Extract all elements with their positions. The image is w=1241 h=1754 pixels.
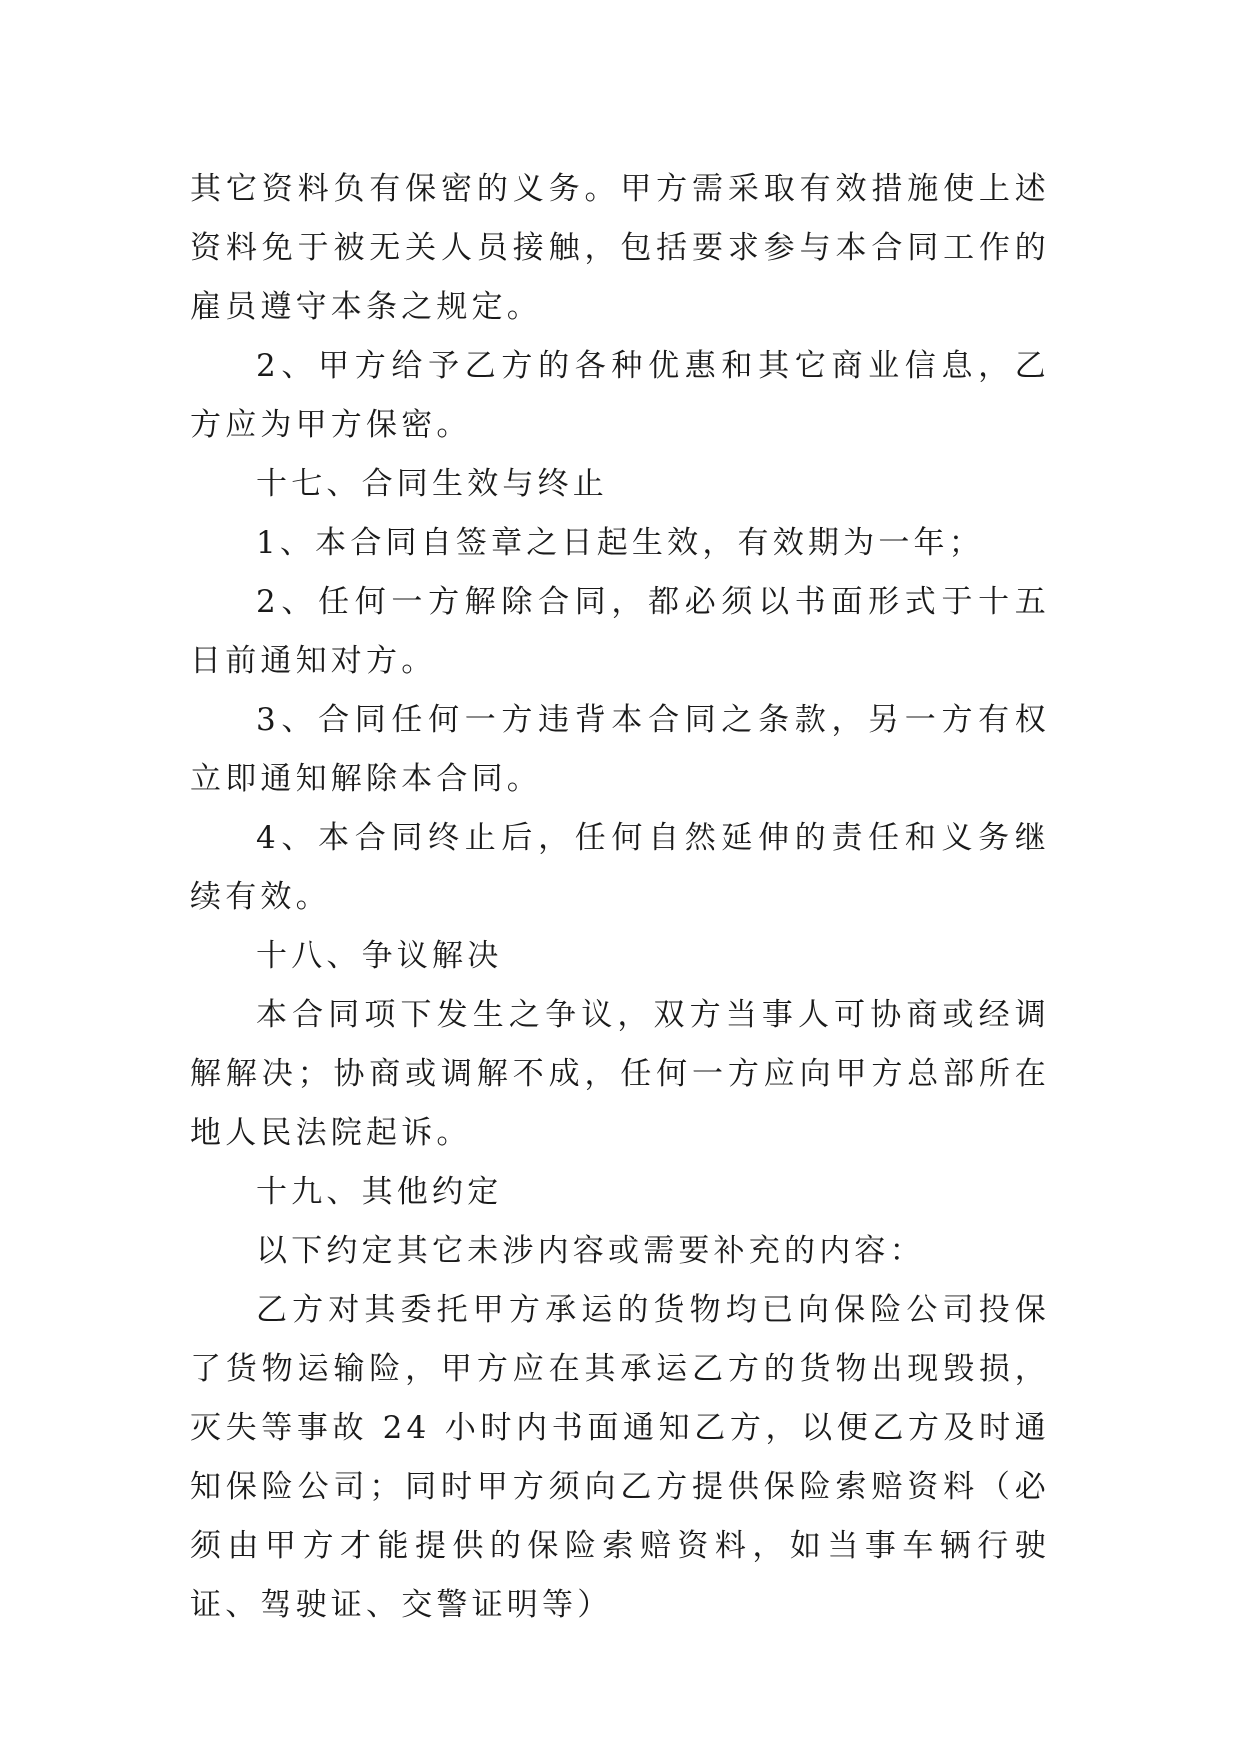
paragraph-confidentiality-continued: 其它资料负有保密的义务。甲方需采取有效措施使上述资料免于被无关人员接触，包括要求参与本合同工作的雇员遵守本条之规定。 (190, 171, 1050, 325)
paragraph-18-dispute: 本合同项下发生之争议，双方当事人可协商或经调解解决；协商或调解不成，任何一方应向甲方总部所在地人民法院起诉。 (190, 997, 1050, 1151)
section-heading-18: 十八、争议解决 (256, 938, 503, 974)
document-body (190, 160, 1050, 1635)
paragraph-19-intro: 以下约定其它未涉内容或需要补充的内容： (256, 1233, 925, 1269)
paragraph-19-insurance: 乙方对其委托甲方承运的货物均已向保险公司投保了货物运输险，甲方应在其承运乙方的货物出现毁损，灭失等事故 24 小时内书面通知乙方，以便乙方及时通知保险公司；同时甲方须向乙方提供保险索赔资料（必须由甲方才能提供的保险索赔资料，如当事车辆行驶证、驾驶证、交警证明等） (190, 1292, 1050, 1623)
paragraph-clause-2-confidential-info: 2、甲方给予乙方的各种优惠和其它商业信息，乙方应为甲方保密。 (190, 348, 1050, 443)
paragraph-17-3: 3、合同任何一方违背本合同之条款，另一方有权立即通知解除本合同。 (190, 702, 1050, 797)
paragraph-17-4: 4、本合同终止后，任何自然延伸的责任和义务继续有效。 (190, 820, 1050, 915)
paragraph-17-1: 1、本合同自签章之日起生效，有效期为一年； (256, 525, 984, 561)
paragraph-17-2: 2、任何一方解除合同，都必须以书面形式于十五日前通知对方。 (190, 584, 1050, 679)
section-heading-17: 十七、合同生效与终止 (256, 466, 608, 502)
section-heading-19: 十九、其他约定 (256, 1174, 503, 1210)
